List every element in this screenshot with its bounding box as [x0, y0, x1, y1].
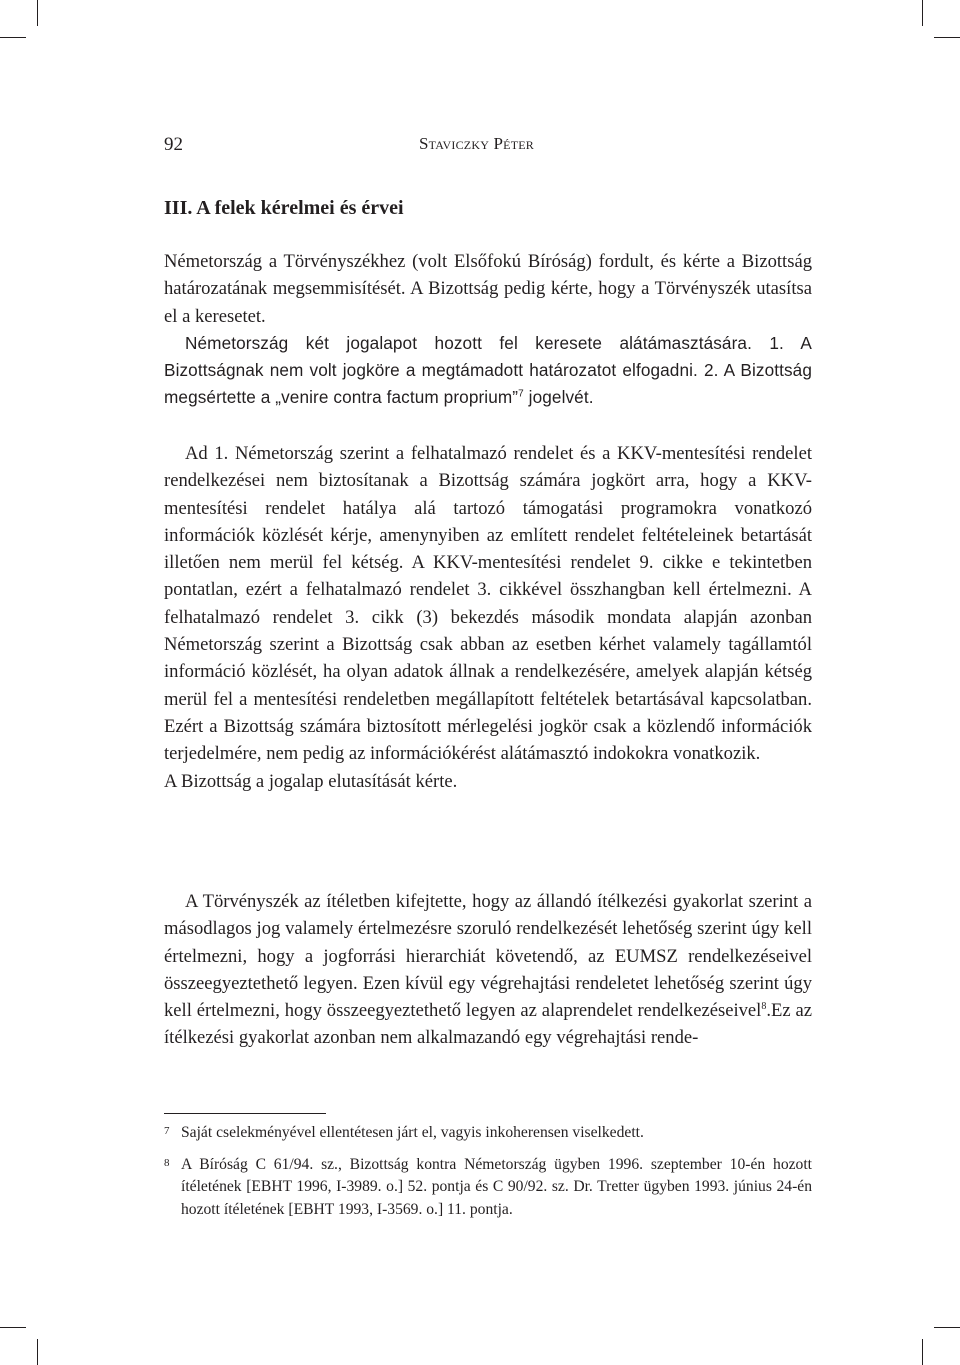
paragraph	[164, 888, 812, 1052]
crop-mark	[0, 37, 26, 38]
text-block	[164, 440, 812, 795]
paragraph-text: jogelvét.	[523, 387, 594, 408]
footnote	[164, 1154, 812, 1222]
footnote-reference: 8	[761, 1001, 767, 1012]
crop-mark	[922, 0, 923, 26]
footnote-reference: 7	[518, 388, 524, 400]
footnote-text: A Bíróság C 61/94. sz., Bizottság kontra Németország ügyben 1996. szeptember 10-én hozott ítéletének [EBHT 1996, I-3989. o.] 52. pontja és C 90/92. sz. Dr. Tretter ügyben 1993. június 24-én hozott ítéletének [EBHT 1993, I-3569. o.] 11. pontja.	[181, 1155, 812, 1218]
text-block	[164, 248, 812, 412]
crop-mark	[934, 37, 960, 38]
footnote-divider	[164, 1113, 326, 1114]
paragraph-text: A Törvényszék az ítéletben kifejtette, hogy az állandó ítélkezési gyakorlat szerint a másodlagos jog valamely értelmezésre szoruló rendelkezését lehetőség szerint úgy kell értelmezni, hogy a jogforrási hierarchiát követendő, az EUMSZ rendelkezéseivel összeegyeztethető legyen. Ezen kívül egy végrehajtási rendeletet lehetőség szerint úgy kell értelmezni, hogy összeegyeztethető legyen az alaprendelet rendelkezéseivel	[164, 891, 812, 1022]
paragraph: A Bizottság a jogalap elutasítását kérte.	[164, 770, 458, 792]
crop-mark	[0, 1327, 26, 1328]
footnote	[164, 1122, 812, 1145]
paragraph-text: Németország két jogalapot hozott fel keresete alátámasztására. 1. A Bizottságnak nem volt jogköre a megtámadott határozatot elfogadni. 2. A Bizottság megsértette a „venire contra factum proprium”	[164, 332, 812, 408]
crop-mark	[934, 1327, 960, 1328]
crop-mark	[922, 1339, 923, 1365]
text-block	[164, 888, 812, 1052]
paragraph: Németország a Törvényszékhez (volt Elsőfokú Bíróság) fordult, és kérte a Bizottság határozatának megsemmisítését. A Bizottság pedig kérte, hogy a Törvényszék utasítsa el a keresetet.	[164, 251, 812, 327]
footnote-text: Saját cselekményével ellentétesen járt el, vagyis inkoherensen viselkedett.	[181, 1124, 644, 1141]
footnotes	[164, 1122, 812, 1230]
crop-mark	[37, 1339, 38, 1365]
paragraph-text: .Ez az ítélkezési gyakorlat azonban nem alkalmazandó egy végrehajtási rende-	[164, 1000, 812, 1049]
page-number: 92	[164, 134, 183, 155]
footnote-number: 8	[164, 1156, 170, 1169]
running-head-author: Staviczky Péter	[419, 134, 534, 153]
footnote-number: 7	[164, 1125, 170, 1137]
paragraph: Ad 1. Németország szerint a felhatalmazó rendelet és a KKV-mentesítési rendelet rendelkezései nem biztosítanak a Bizottság számára jogkört arra, hogy a KKV-mentesítési rendelet hatálya alá tartozó támogatási programokra vonatkozó információk közlését kérje, amenynyiben az említett rendelet feltételeinek betartását illetően nem merül fel kétség. A KKV-mentesítési rendelet 9. cikke e tekintetben pontatlan, ezért a felhatalmazó rendelet 3. cikkével összhangban kell értelmezni. A felhatalmazó rendelet 3. cikk (3) bekezdés második mondata alapján azonban Németország szerint a Bizottság csak abban az esetben kérhet valamely tagállamtól információ közlését, ha olyan adatok állnak a rendelkezésére, amelyek alapján kétség merül fel a mentesítési rendeletben megállapított feltételek betartásával kapcsolatban. Ezért a Bizottság számára biztosított mérlegelési jogkör csak a közlendő információk terjedelmére, nem pedig az információkérést alátámasztó indokokra vonatkozik.	[164, 443, 812, 765]
paragraph	[164, 330, 812, 412]
section-heading: III. A felek kérelmei és érvei	[164, 197, 404, 219]
crop-mark	[37, 0, 38, 26]
